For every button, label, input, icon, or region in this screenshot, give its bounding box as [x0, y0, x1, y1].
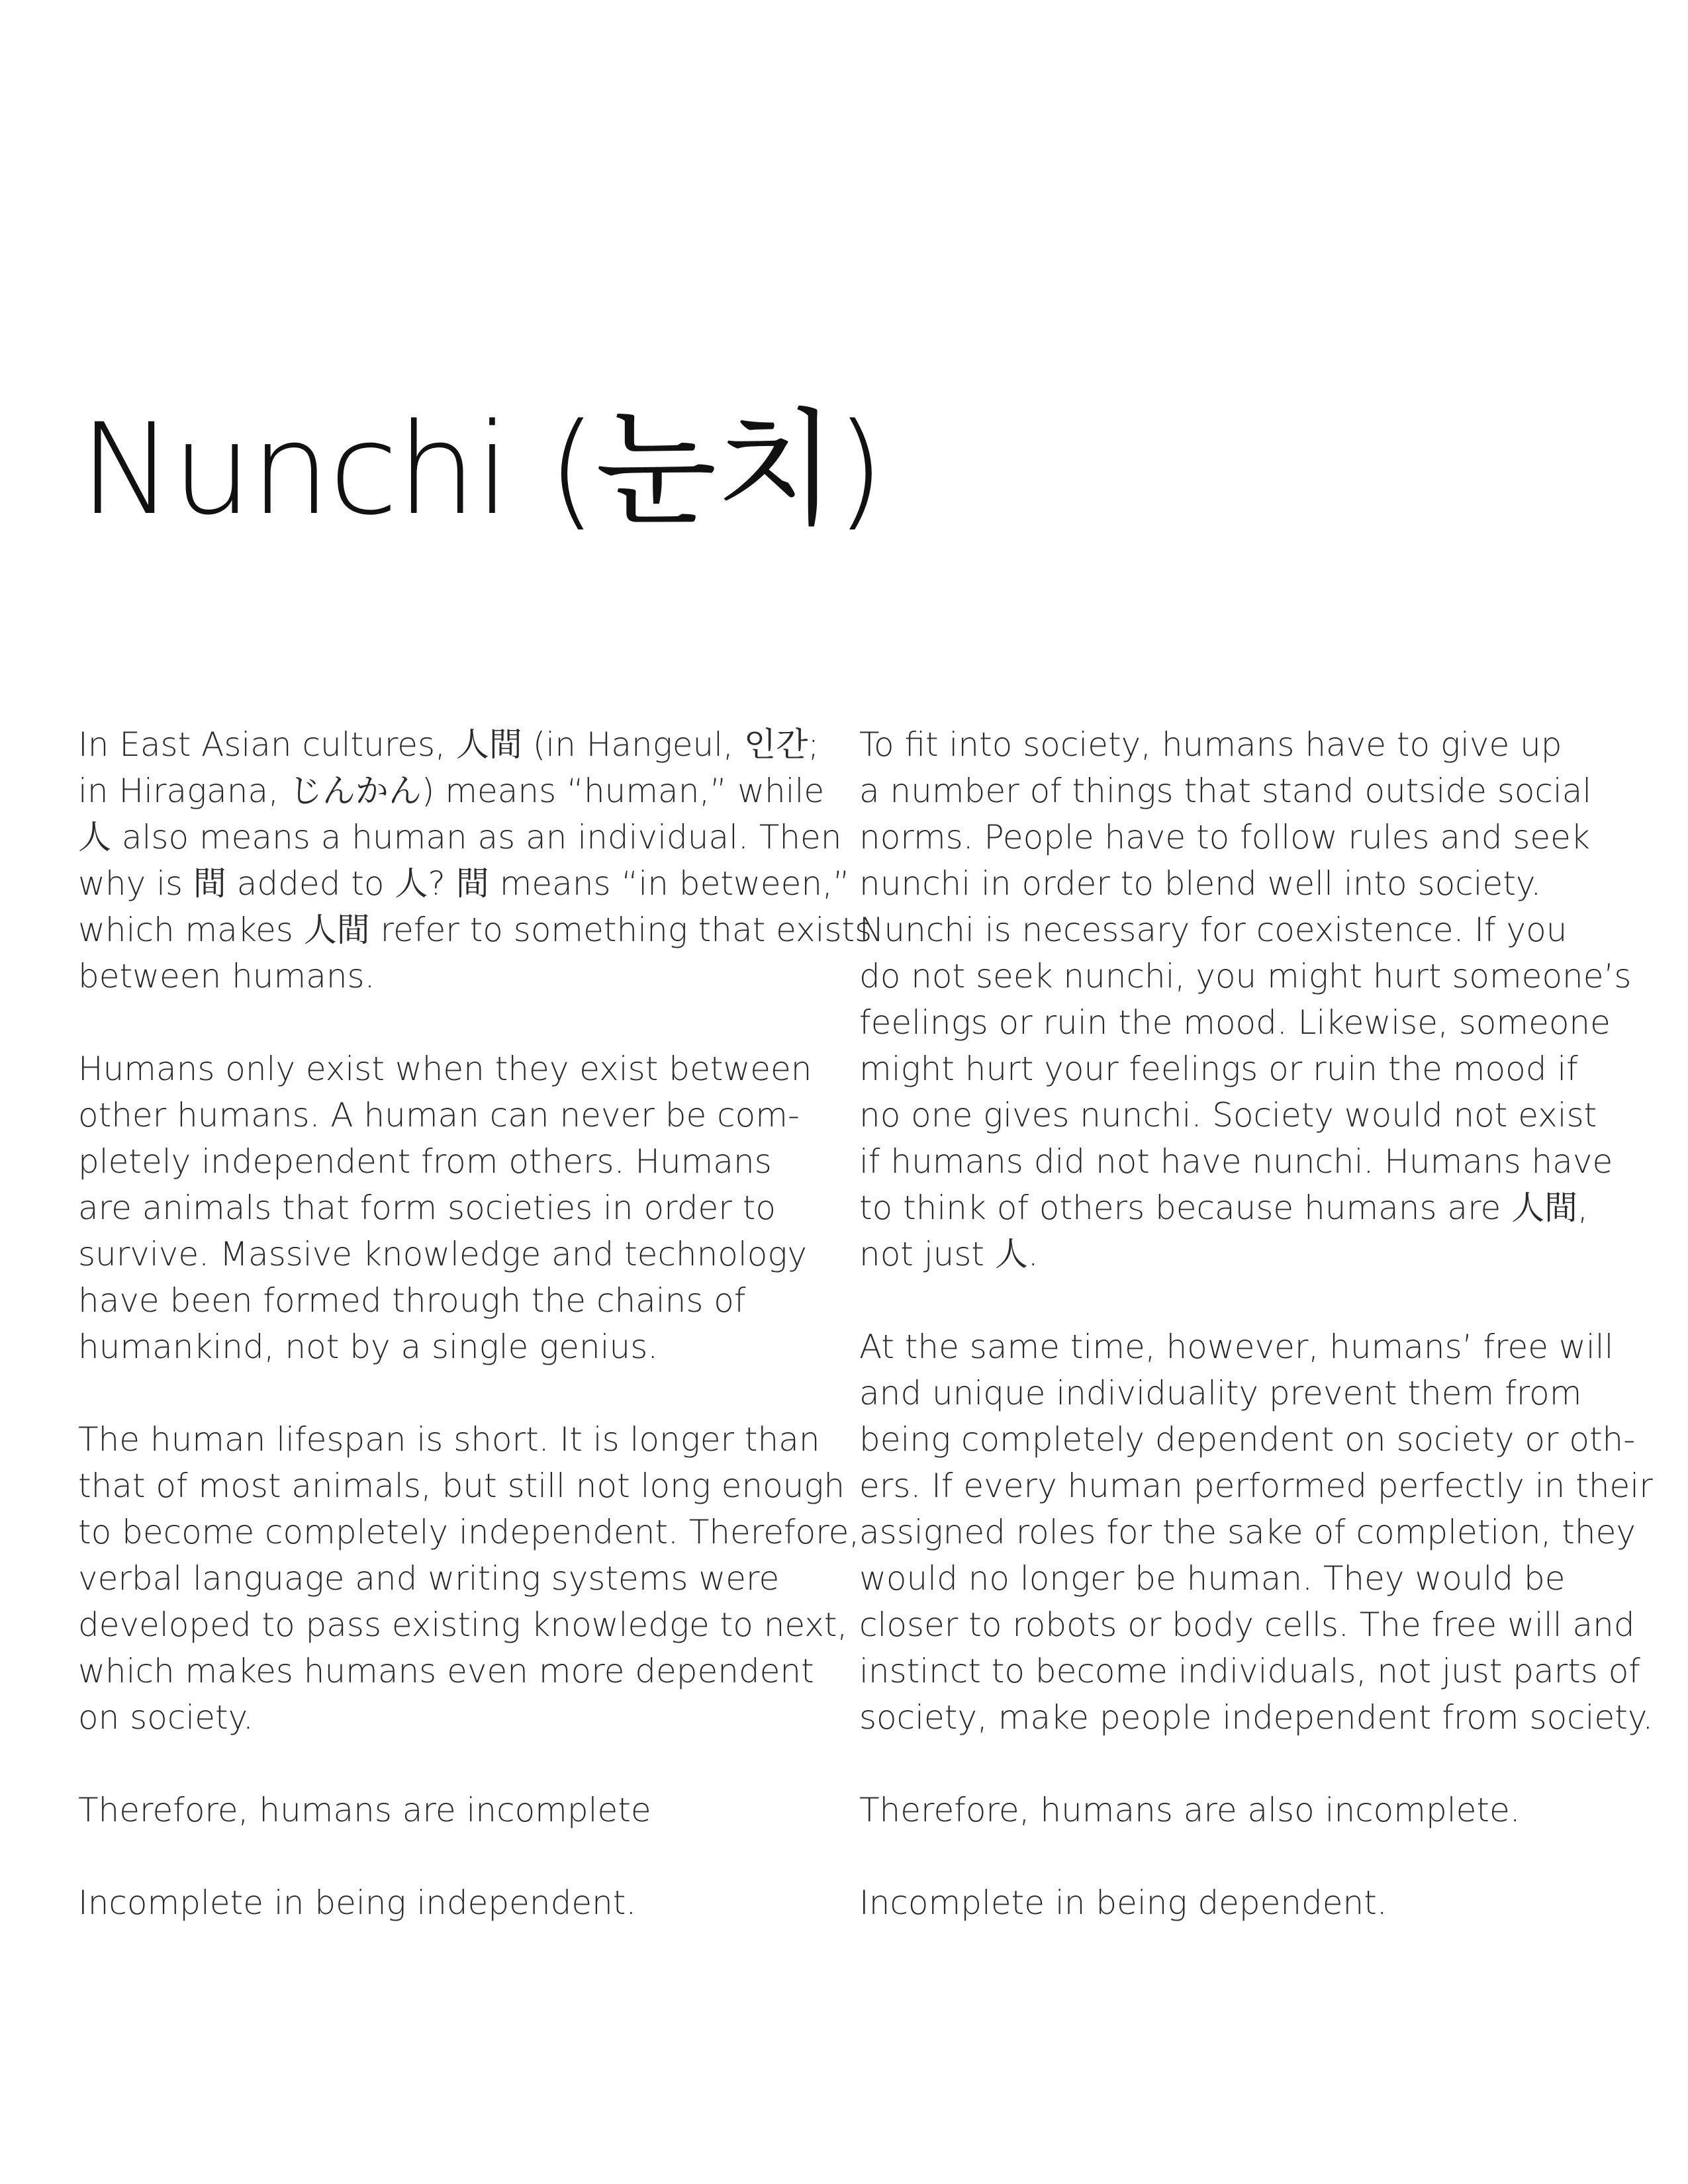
- paragraph-line: and unique individuality prevent them from: [859, 1374, 1582, 1412]
- paragraph-line: pletely independent from others. Humans: [78, 1142, 772, 1181]
- body-paragraph: [859, 1787, 1601, 1833]
- paragraph-line: nunchi in order to blend well into society.: [859, 864, 1542, 903]
- paragraph-line: The human lifespan is short. It is longer than: [78, 1420, 820, 1459]
- page-title: Nunchi (눈치): [79, 396, 884, 543]
- paragraph-line: At the same time, however, humans’ free will: [859, 1328, 1614, 1366]
- paragraph-line: Incomplete in being independent.: [78, 1884, 637, 1922]
- body-paragraph: [859, 1880, 1601, 1926]
- paragraph-line: might hurt your feelings or ruin the mood if: [859, 1050, 1578, 1088]
- left-column: [78, 721, 872, 1972]
- paragraph-line: feelings or ruin the mood. Likewise, someone: [859, 1003, 1611, 1042]
- paragraph-line: humankind, not by a single genius.: [78, 1328, 659, 1366]
- paragraph-line: survive. Massive knowledge and technology: [78, 1235, 807, 1273]
- paragraph-line: To fit into society, humans have to give up: [859, 725, 1562, 764]
- paragraph-line: society, make people independent from society.: [859, 1698, 1654, 1737]
- paragraph-line: on society.: [78, 1698, 254, 1737]
- paragraph-line: in Hiragana, じんかん) means “human,” while: [78, 772, 825, 810]
- paragraph-line: other humans. A human can never be com-: [78, 1096, 800, 1134]
- body-paragraph: [78, 1416, 860, 1741]
- paragraph-line: not just 人.: [859, 1235, 1039, 1273]
- paragraph-line: why is 間 added to 人? 間 means “in between,”: [78, 864, 850, 903]
- paragraph-line: ers. If every human performed perfectly in their: [859, 1467, 1653, 1505]
- paragraph-line: a number of things that stand outside social: [859, 772, 1592, 810]
- paragraph-line: Therefore, humans are also incomplete.: [859, 1791, 1521, 1829]
- body-paragraph: [78, 1880, 820, 1926]
- paragraph-line: Incomplete in being dependent.: [859, 1884, 1387, 1922]
- paragraph-line: no one gives nunchi. Society would not exist: [859, 1096, 1597, 1134]
- paragraph-line: verbal language and writing systems were: [78, 1559, 780, 1598]
- body-paragraph: [78, 1787, 820, 1833]
- paragraph-line: have been formed through the chains of: [78, 1281, 746, 1320]
- paragraph-line: In East Asian cultures, 人間 (in Hangeul, 인간;: [78, 725, 820, 764]
- paragraph-line: 人 also means a human as an individual. Then: [78, 818, 842, 856]
- paragraph-line: to become completely independent. Therefore,: [78, 1513, 860, 1551]
- paragraph-line: closer to robots or body cells. The free will and: [859, 1606, 1635, 1644]
- paragraph-line: assigned roles for the sake of completion, they: [859, 1513, 1636, 1551]
- paragraph-line: if humans did not have nunchi. Humans have: [859, 1142, 1613, 1181]
- paragraph-line: being completely dependent on society or oth-: [859, 1420, 1636, 1459]
- paragraph-line: developed to pass existing knowledge to next,: [78, 1606, 848, 1644]
- paragraph-line: norms. People have to follow rules and seek: [859, 818, 1590, 856]
- paragraph-line: to think of others because humans are 人間,: [859, 1189, 1589, 1227]
- paragraph-line: Humans only exist when they exist between: [78, 1050, 812, 1088]
- paragraph-line: Nunchi is necessary for coexistence. If you: [859, 911, 1568, 949]
- right-column: [859, 721, 1654, 1972]
- paragraph-line: would no longer be human. They would be: [859, 1559, 1566, 1598]
- paragraph-line: Therefore, humans are incomplete: [78, 1791, 651, 1829]
- paragraph-line: between humans.: [78, 957, 375, 995]
- paragraph-line: instinct to become individuals, not just parts of: [859, 1652, 1640, 1690]
- body-paragraph: [78, 721, 872, 999]
- body-paragraph: [859, 721, 1632, 1277]
- paragraph-line: that of most animals, but still not long enough: [78, 1467, 845, 1505]
- body-paragraph: [78, 1046, 820, 1370]
- paragraph-line: which makes 人間 refer to something that exists: [78, 911, 872, 949]
- paragraph-line: are animals that form societies in order to: [78, 1189, 776, 1227]
- body-paragraph: [859, 1324, 1654, 1741]
- paragraph-line: which makes humans even more dependent: [78, 1652, 814, 1690]
- paragraph-line: do not seek nunchi, you might hurt someone’s: [859, 957, 1632, 995]
